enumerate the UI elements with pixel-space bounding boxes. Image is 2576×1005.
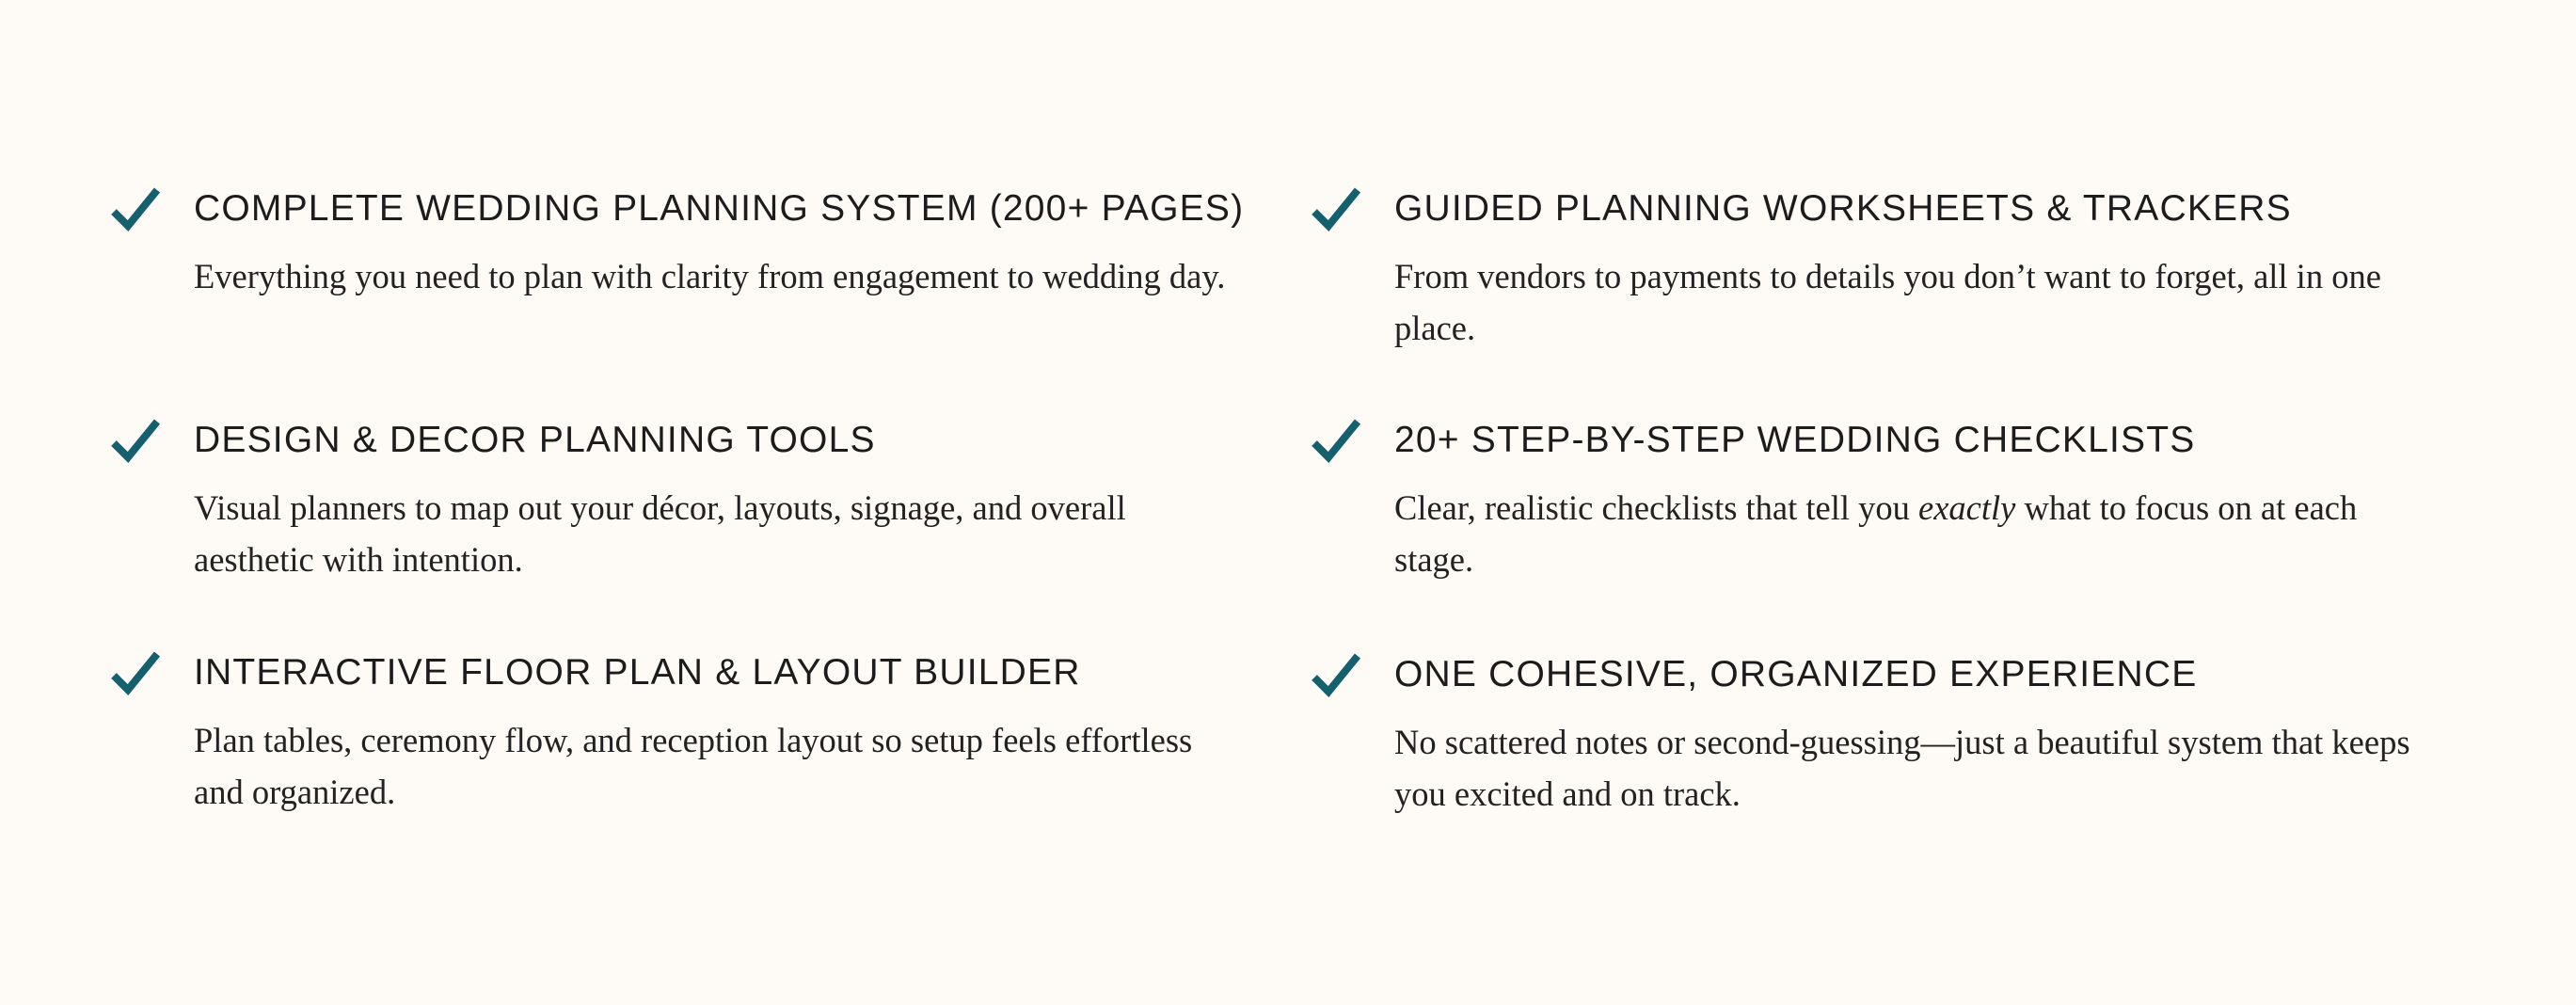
checkmark-icon xyxy=(1312,186,1360,231)
checkmark-icon xyxy=(1312,652,1360,697)
feature-description xyxy=(1394,482,2439,585)
feature-title: ONE COHESIVE, ORGANIZED EXPERIENCE xyxy=(1394,654,2198,694)
checkmark-icon xyxy=(111,418,160,463)
feature-title: GUIDED PLANNING WORKSHEETS & TRACKERS xyxy=(1394,188,2292,229)
feature-title: 20+ STEP-BY-STEP WEDDING CHECKLISTS xyxy=(1394,420,2196,460)
feature-description-start: Clear, realistic checklists that tell you xyxy=(1394,488,1919,527)
checkmark-icon xyxy=(111,186,160,231)
feature-title: DESIGN & DECOR PLANNING TOOLS xyxy=(194,420,876,460)
feature-description-emphasis: exactly xyxy=(1918,488,2016,527)
feature-description: Plan tables, ceremony flow, and reception layout so setup feels effortless and organized. xyxy=(194,721,1193,811)
feature-description: From vendors to payments to details you don’t want to forget, all in one place. xyxy=(1394,257,2381,347)
feature-description: Everything you need to plan with clarity from engagement to wedding day. xyxy=(194,257,1226,295)
checkmark-icon xyxy=(1312,418,1360,463)
feature-description: No scattered notes or second-guessing—just a beautiful system that keeps you excited and on track. xyxy=(1394,723,2410,813)
feature-title: COMPLETE WEDDING PLANNING SYSTEM (200+ PAGES) xyxy=(194,188,1245,229)
feature-description: Visual planners to map out your décor, layouts, signage, and overall aesthetic with intention. xyxy=(194,488,1126,579)
feature-description-end: what to focus on at each stage. xyxy=(1394,488,2358,579)
feature-title: INTERACTIVE FLOOR PLAN & LAYOUT BUILDER xyxy=(194,652,1081,693)
checkmark-icon xyxy=(111,650,160,695)
